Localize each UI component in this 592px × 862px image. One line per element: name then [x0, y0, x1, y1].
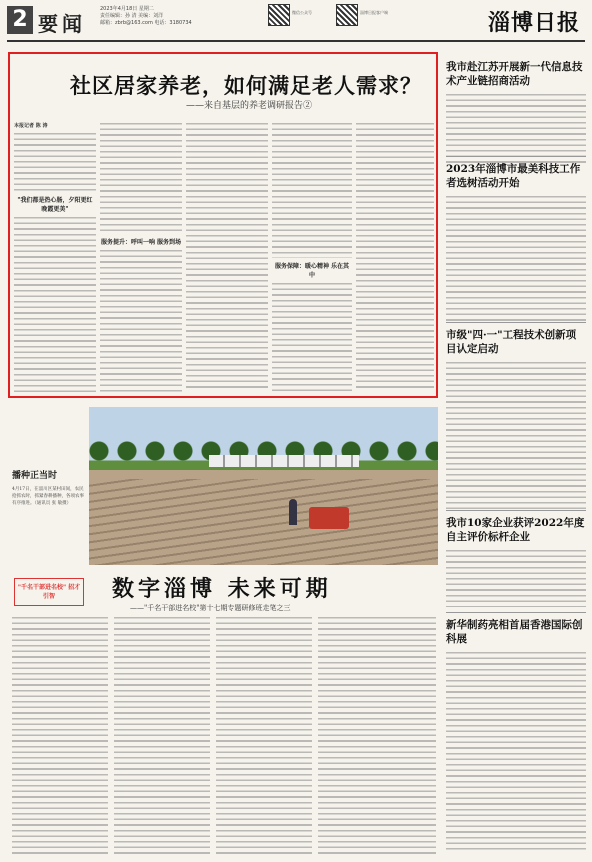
rail-article-2[interactable] — [446, 162, 586, 323]
feature-column-3 — [186, 122, 268, 392]
body-text — [14, 216, 96, 392]
masthead-logo: 淄博日报 — [488, 10, 581, 36]
column-badge: "千名干部进名校" 招才引智 — [14, 578, 84, 606]
feature-subtitle: ——来自基层的养老调研报告② — [186, 101, 313, 111]
photo-machine — [309, 507, 349, 529]
feature-subhead: 服务提升：呼叫一响 服务到场 — [100, 239, 182, 246]
page-number: 2 — [7, 6, 33, 34]
feature-article[interactable] — [8, 52, 438, 398]
photo-caption-text: 4月17日，在淄川区某村田间，农民抢抓农时，抓紧春耕播种，各项农事有序推进。（通讯员 张 敏摄） — [12, 487, 84, 506]
photo-farmer — [289, 499, 297, 525]
body-text — [318, 616, 436, 856]
lower-column-2 — [114, 616, 210, 856]
section-title: 要闻 — [38, 12, 86, 36]
lower-subtitle: ——"千名干部进名校"第十七期专题研修班走笔之三 — [130, 604, 291, 612]
photo-caption-title: 播种正当时 — [12, 471, 58, 481]
feature-headline[interactable]: 社区居家养老，如何满足老人需求？ — [70, 73, 422, 98]
photo-field — [89, 479, 438, 565]
rail-article-3[interactable] — [446, 328, 586, 511]
rail-headline[interactable]: 市级"四·一"工程技术创新项目认定启动 — [446, 329, 577, 355]
header-meta-editor: 责任编辑：孙 清 美编：刘洋 — [100, 13, 164, 19]
header-meta-date: 2023年4月18日 星期二 — [100, 6, 154, 12]
feature-column-2 — [100, 122, 182, 392]
qr-code-wechat[interactable] — [268, 4, 312, 16]
body-text — [216, 616, 312, 856]
body-text — [446, 651, 586, 851]
body-text — [14, 132, 96, 192]
lower-column-3 — [216, 616, 312, 856]
header-meta-contact: 邮箱：zbrb@163.com 电话：3180734 — [100, 20, 192, 26]
feature-subhead: 服务保障：暖心精神 乐在其中 — [274, 263, 350, 279]
qr-label: 淄博日报客户端 — [360, 10, 388, 15]
rail-headline[interactable]: 我市赴江苏开展新一代信息技术产业链招商活动 — [446, 61, 583, 87]
lower-headline[interactable]: 数字淄博 未来可期 — [112, 576, 332, 602]
qr-codes — [268, 4, 388, 16]
lower-column-4 — [318, 616, 436, 856]
rail-divider — [446, 510, 586, 511]
qr-icon — [268, 4, 290, 26]
qr-label: 微信公众号 — [292, 10, 312, 15]
rail-article-4[interactable] — [446, 516, 586, 607]
lower-column-1 — [12, 616, 108, 856]
body-text — [272, 122, 352, 258]
page-header — [0, 0, 592, 44]
qr-code-app[interactable] — [336, 4, 388, 16]
rail-headline[interactable]: 2023年淄博市最美科技工作者选树活动开始 — [446, 163, 581, 189]
body-text — [100, 249, 182, 392]
rail-headline[interactable]: 新华制药亮相首届香港国际创科展 — [446, 619, 583, 645]
header-divider — [7, 40, 585, 42]
body-text — [446, 361, 586, 511]
feature-column-5 — [356, 122, 434, 392]
body-text — [114, 616, 210, 856]
body-text — [186, 122, 268, 392]
rail-article-1[interactable] — [446, 60, 586, 167]
body-text — [356, 122, 434, 392]
body-text — [446, 195, 586, 323]
rail-headline[interactable]: 我市10家企业获评2022年度自主评价标杆企业 — [446, 517, 585, 543]
rail-divider — [446, 156, 586, 157]
rail-divider — [446, 322, 586, 323]
body-text — [272, 282, 352, 392]
body-text — [446, 549, 586, 607]
body-text — [12, 616, 108, 856]
qr-icon — [336, 4, 358, 26]
body-text — [100, 122, 182, 234]
feature-column-1 — [14, 122, 96, 392]
news-photo[interactable] — [89, 407, 438, 565]
feature-subhead: "我们都是热心肠，夕阳更红 晚霞更美" — [17, 197, 93, 213]
photo-houses — [209, 455, 359, 467]
header-meta — [100, 6, 192, 27]
rail-divider — [446, 612, 586, 613]
rail-article-5[interactable] — [446, 618, 586, 851]
feature-byline: 本报记者 陈 涛 — [14, 123, 48, 129]
feature-column-4 — [272, 122, 352, 392]
